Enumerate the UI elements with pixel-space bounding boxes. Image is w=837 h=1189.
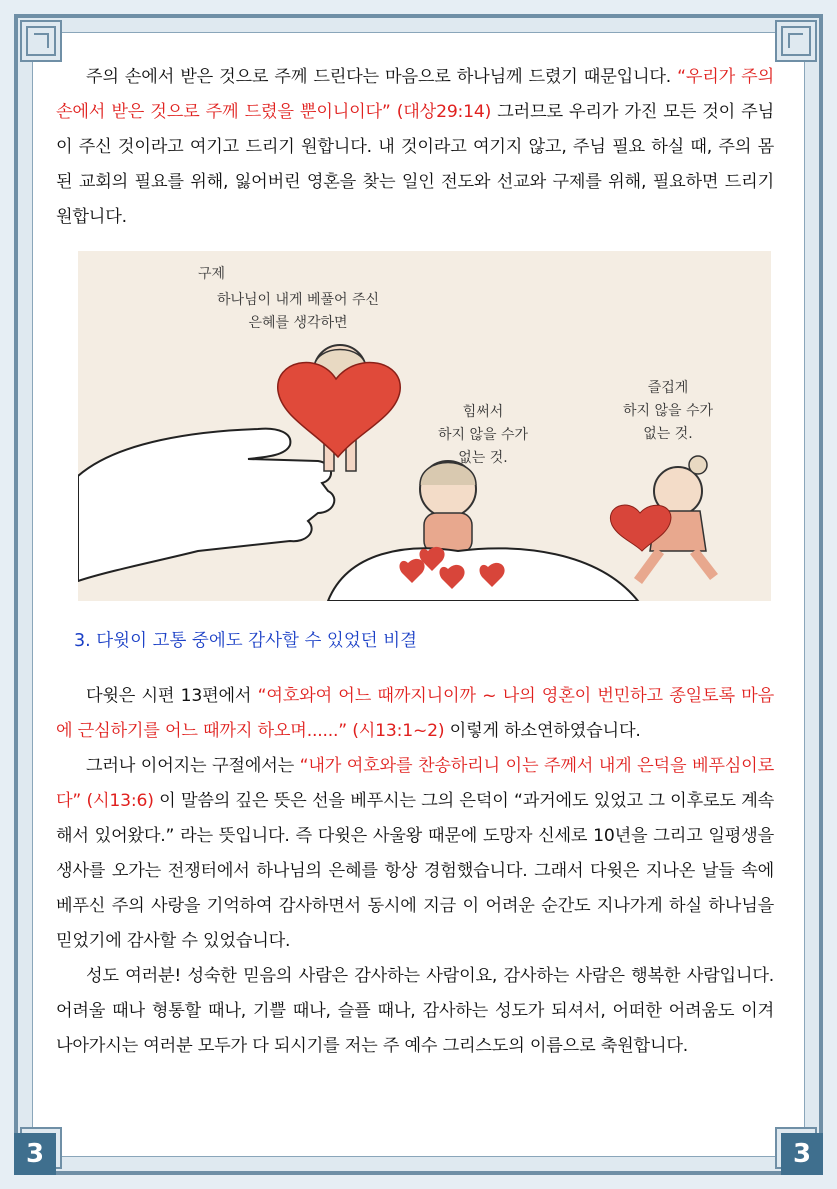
page-number-right: 3: [781, 1133, 823, 1175]
illustration-charity: [78, 251, 771, 601]
spacer: [56, 653, 774, 679]
illustration-subtitle: 하나님이 내게 베풀어 주신 은혜를 생각하면: [216, 292, 380, 331]
document-body: [56, 60, 774, 1064]
paragraph-text: 주의 손에서 받은 것으로 주께 드린다는 마음으로 하나님께 드렸기 때문입니다.: [86, 67, 678, 87]
paragraph-offering: [56, 60, 774, 235]
paragraph-text: 이 말씀의 깊은 뜻은 선을 베푸시는 그의 은덕이 “과거에도 있었고 그 이후로도 계속해서 있어왔다.” 라는 뜻입니다. 즉 다윗은 사울왕 때문에 도망자 신세로 10년을 그리고 일평생을 생사를 오가는 전쟁터에서 하나님의 은혜를 항상 경험했습니다. 그래서 다윗은 지나온 날들 속에 베푸신 주의 사랑을 기억하여 감사하면서 동시에 지금 이 어려운 순간도 지나가게 하실 하나님을 믿었기에 감사할 수 있었습니다.: [56, 791, 774, 951]
corner-ornament-icon: [775, 20, 817, 62]
illustration-caption-left: 힘써서 하지 않을 수가 없는 것.: [437, 404, 529, 466]
illustration-caption-right: 즐겁게 하지 않을 수가 없는 것.: [622, 380, 714, 442]
page-number-left: 3: [14, 1133, 56, 1175]
scripture-quote: “우리가 주의 손에서 받은 것으로 주께 드렸을 뿐이니이다” (대상29:14): [56, 67, 774, 122]
paragraph-psalm-praise: [56, 749, 774, 959]
corner-ornament-icon: [20, 20, 62, 62]
paragraph-blessing: 성도 여러분! 성숙한 믿음의 사람은 감사하는 사람이요, 감사하는 사람은 행복한 사람입니다. 어려울 때나 형통할 때나, 기쁠 때나, 슬플 때나, 감사하는 성도가 되셔서, 어떠한 어려움도 이겨 나아가시는 여러분 모두가 다 되시기를 저는 주 예수 그리스도의 이름으로 축원합니다.: [56, 966, 774, 1056]
scripture-quote: “내가 여호와를 찬송하리니 이는 주께서 내게 은덕을 베푸심이로다” (시13:6): [56, 756, 774, 811]
illustration-title: 구제: [198, 266, 226, 282]
scripture-quote: “여호와여 어느 때까지니이까 ~ 나의 영혼이 번민하고 종일토록 마음에 근심하기를 어느 때까지 하오며......” (시13:1~2): [56, 686, 774, 741]
paragraph-text: 다윗은 시편 13편에서: [86, 686, 258, 706]
paragraph-text: 그러나 이어지는 구절에서는: [86, 756, 300, 776]
paragraph-psalm-lament: [56, 679, 774, 749]
paragraph-text: 이렇게 하소연하였습니다.: [444, 721, 641, 741]
section-heading: 3. 다윗이 고통 중에도 감사할 수 있었던 비결: [74, 631, 418, 651]
paragraph-text: 그러므로 우리가 가진 모든 것이 주님이 주신 것이라고 여기고 드리기 원합니다. 내 것이라고 여기지 않고, 주님 필요 하실 때, 주의 몸 된 교회의 필요를 위해, 잃어버린 영혼을 찾는 일인 전도와 선교와 구제를 위해, 필요하면 드리기 원합니다.: [56, 102, 774, 227]
